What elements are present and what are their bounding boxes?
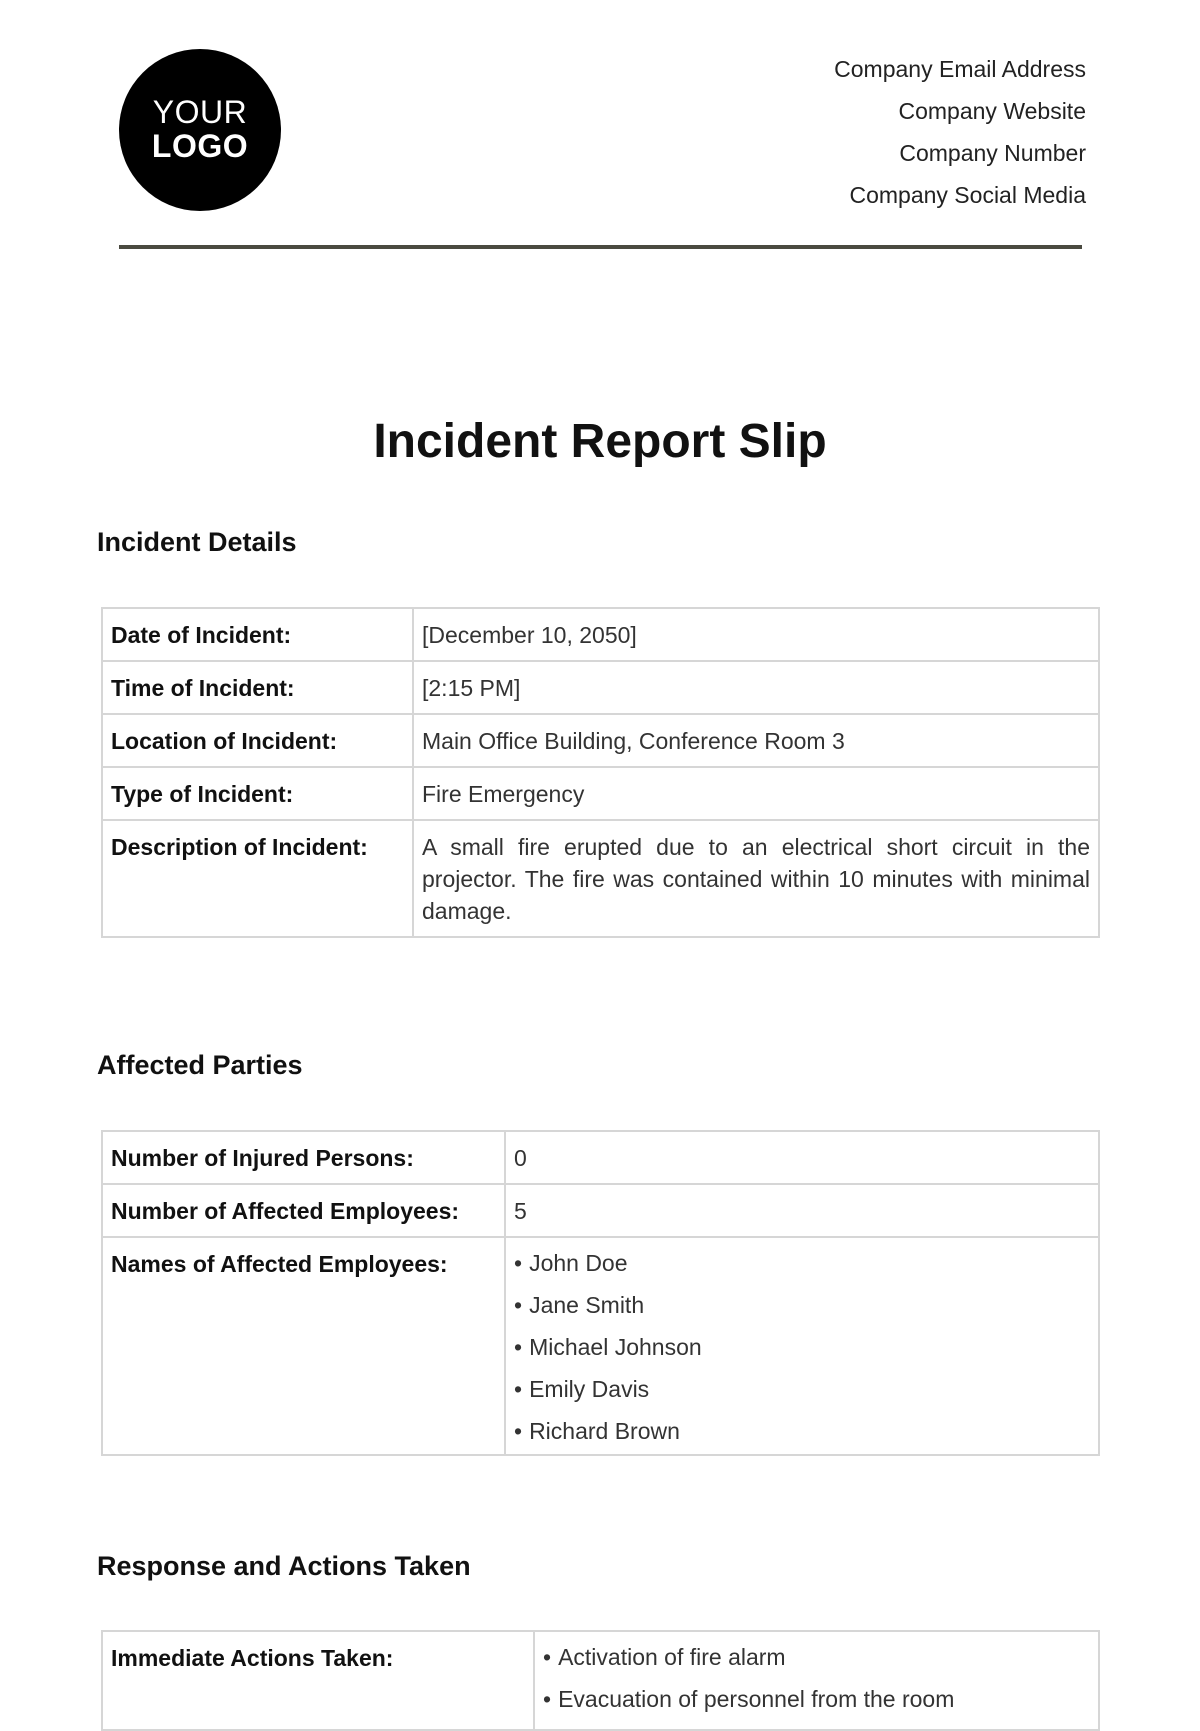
- incident-details-heading: Incident Details: [97, 527, 297, 557]
- table-row: [102, 1131, 1099, 1184]
- list-item: • Emily Davis: [514, 1368, 1090, 1410]
- date-label: Date of Incident:: [102, 608, 413, 661]
- header-divider: [119, 245, 1082, 249]
- logo-line-2: LOGO: [151, 128, 249, 164]
- table-row: [102, 1237, 1099, 1455]
- incident-details-table: [101, 607, 1100, 938]
- table-row: [102, 714, 1099, 767]
- affected-parties-table: [101, 1130, 1100, 1456]
- company-number: Company Number: [899, 140, 1086, 166]
- company-website: Company Website: [898, 98, 1086, 124]
- affected-employees-list: [514, 1242, 1090, 1452]
- affected-parties-heading: Affected Parties: [97, 1050, 303, 1080]
- table-row: [102, 608, 1099, 661]
- table-row: [102, 1184, 1099, 1237]
- affected-value: 5: [505, 1184, 1099, 1237]
- time-label: Time of Incident:: [102, 661, 413, 714]
- table-row: [102, 820, 1099, 937]
- location-value: Main Office Building, Conference Room 3: [413, 714, 1099, 767]
- type-label: Type of Incident:: [102, 767, 413, 820]
- page-title: Incident Report Slip: [373, 415, 827, 468]
- location-label: Location of Incident:: [102, 714, 413, 767]
- immediate-actions-label: Immediate Actions Taken:: [102, 1631, 534, 1730]
- logo-line-1: YOUR: [152, 94, 248, 131]
- names-label: Names of Affected Employees:: [102, 1237, 505, 1455]
- table-row: [102, 767, 1099, 820]
- list-item: • Evacuation of personnel from the room: [543, 1678, 1090, 1720]
- table-row: [102, 661, 1099, 714]
- immediate-actions-cell: [534, 1631, 1099, 1730]
- company-email: Company Email Address: [834, 56, 1086, 82]
- list-item: • Activation of fire alarm: [543, 1636, 1090, 1678]
- company-contact-block: [834, 52, 1086, 220]
- table-row: [102, 1631, 1099, 1730]
- response-heading: Response and Actions Taken: [97, 1551, 471, 1581]
- injured-value: 0: [505, 1131, 1099, 1184]
- response-table: [101, 1630, 1100, 1731]
- immediate-actions-list: [543, 1636, 1090, 1720]
- company-social-media: Company Social Media: [849, 182, 1086, 208]
- time-value: [2:15 PM]: [413, 661, 1099, 714]
- injured-label: Number of Injured Persons:: [102, 1131, 505, 1184]
- type-value: Fire Emergency: [413, 767, 1099, 820]
- list-item: • John Doe: [514, 1242, 1090, 1284]
- date-value: [December 10, 2050]: [413, 608, 1099, 661]
- list-item: • Jane Smith: [514, 1284, 1090, 1326]
- description-label: Description of Incident:: [102, 820, 413, 937]
- description-value: A small fire erupted due to an electrical short circuit in the projector. The fire was contained within 10 minutes with minimal damage.: [413, 820, 1099, 937]
- list-item: • Michael Johnson: [514, 1326, 1090, 1368]
- names-cell: [505, 1237, 1099, 1455]
- company-logo: [119, 49, 281, 211]
- affected-label: Number of Affected Employees:: [102, 1184, 505, 1237]
- list-item: • Richard Brown: [514, 1410, 1090, 1452]
